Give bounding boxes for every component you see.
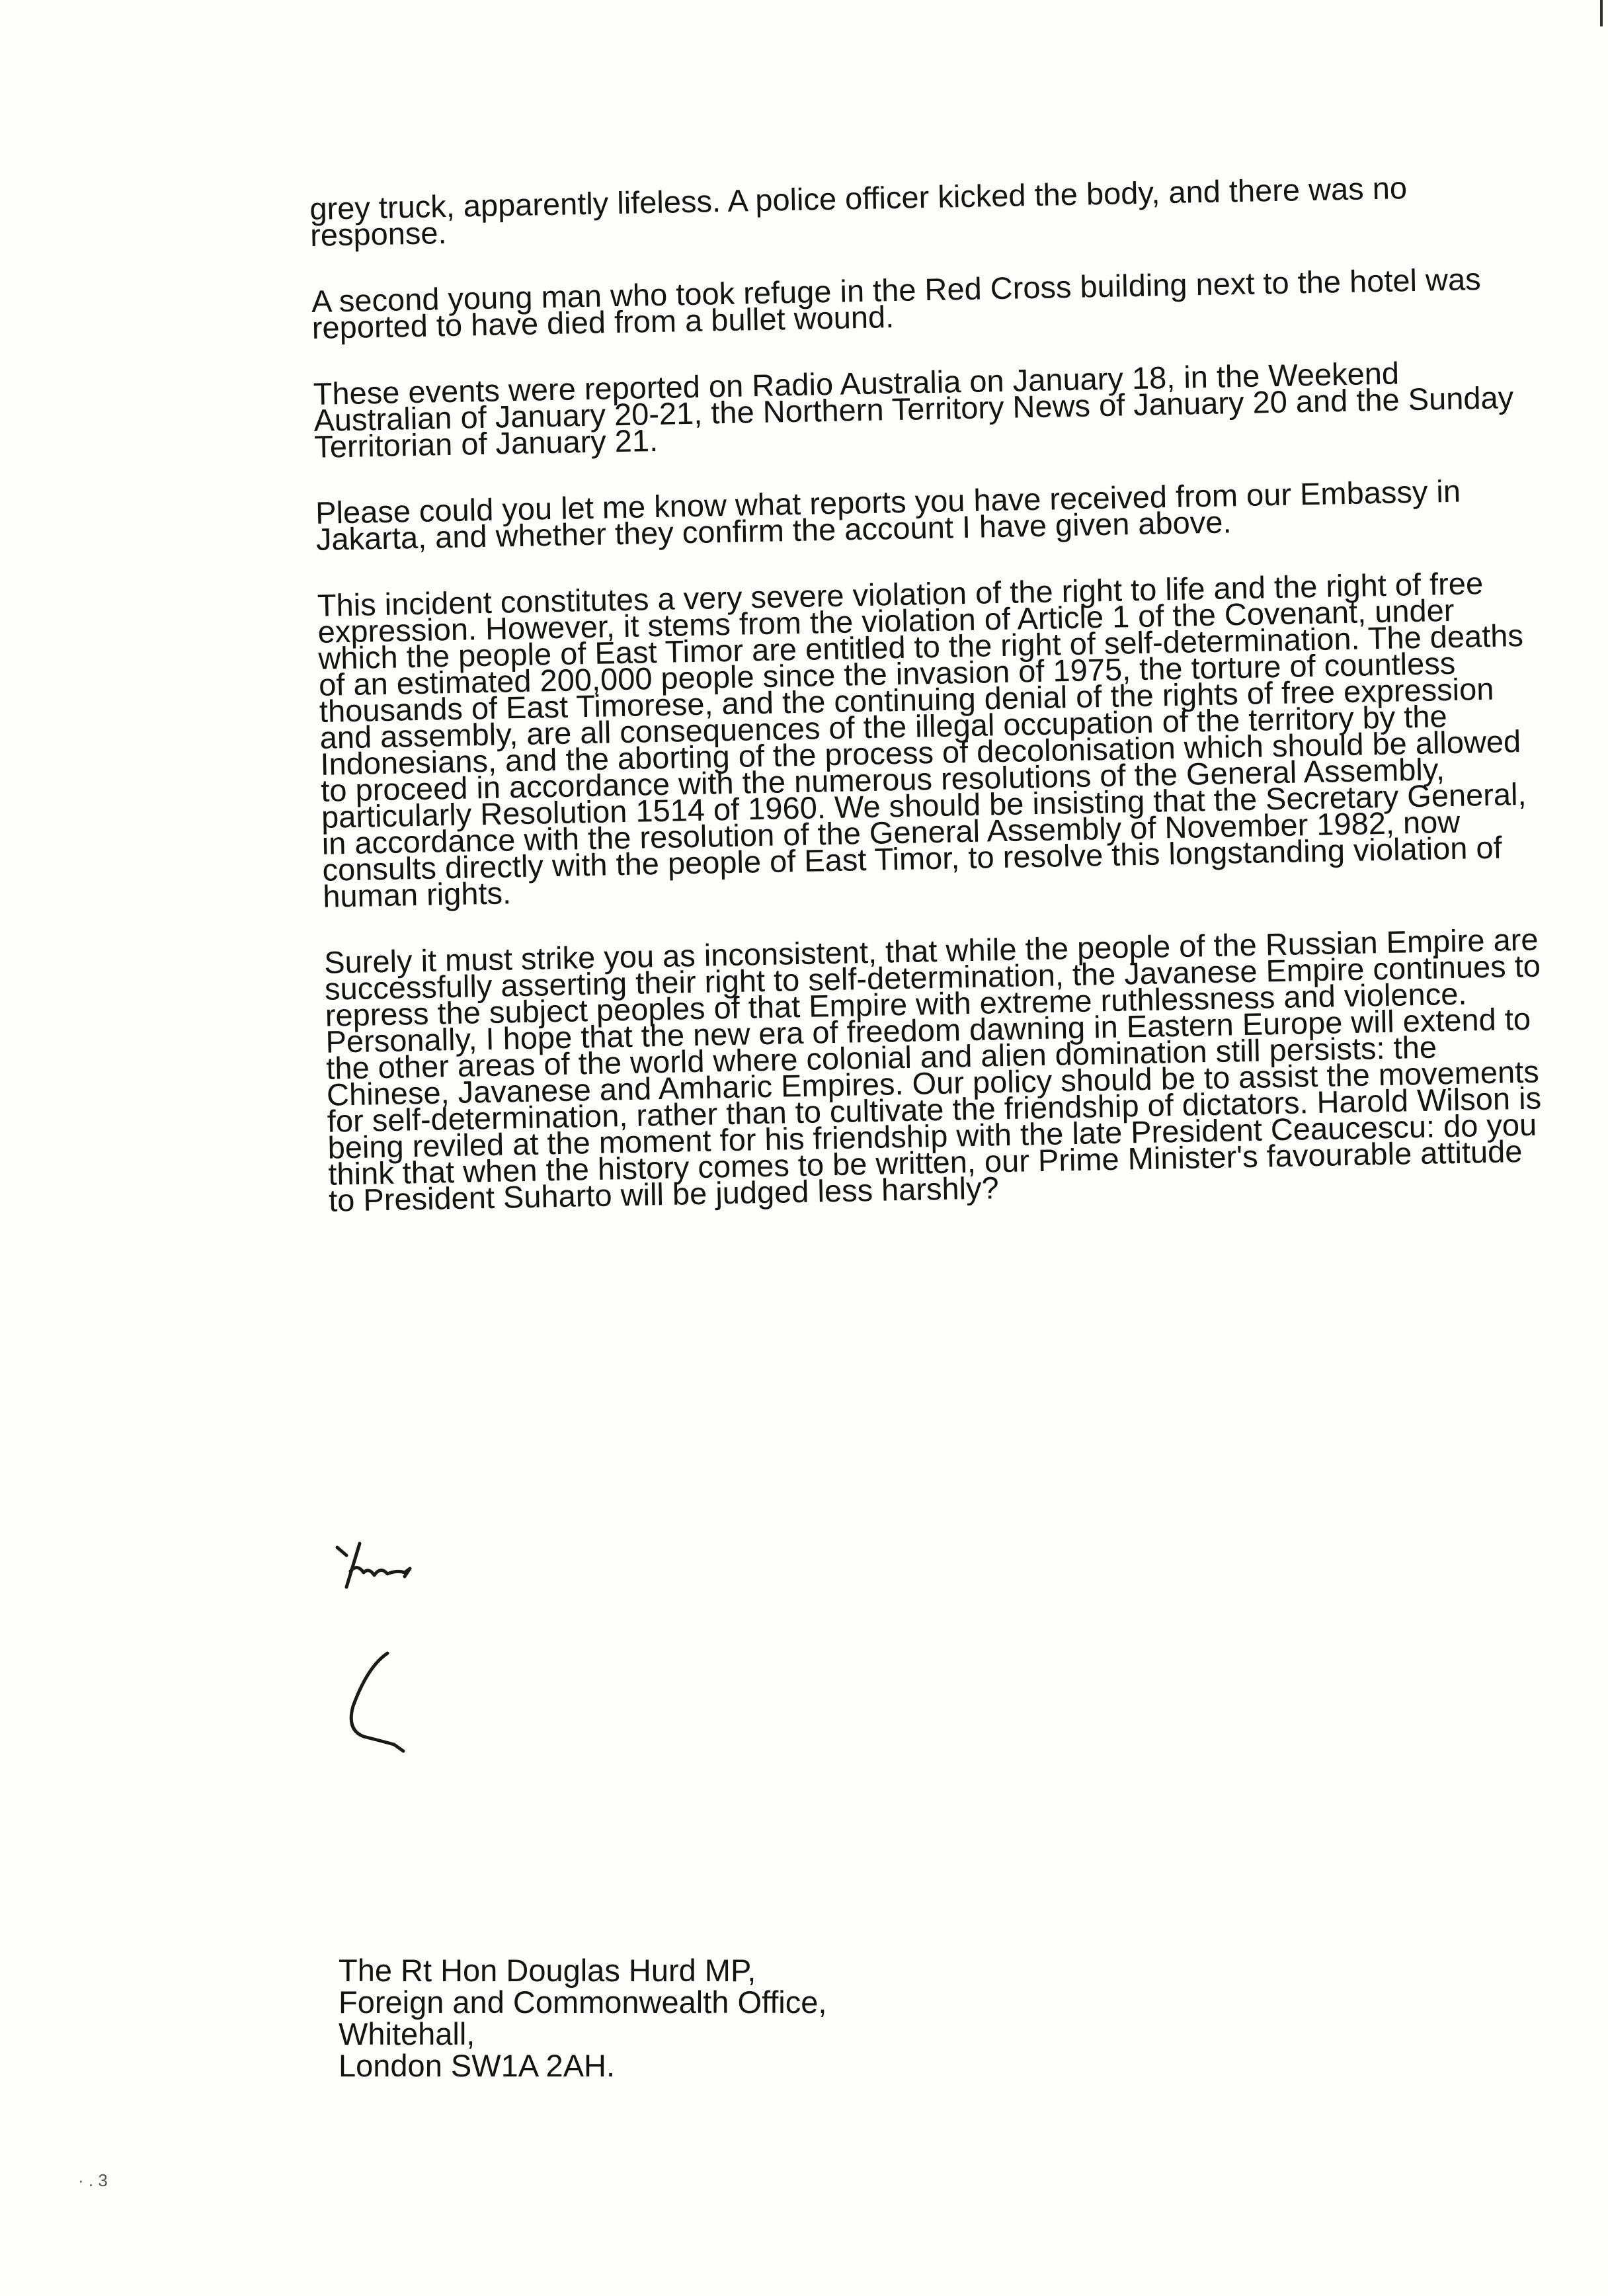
- letter-body: [309, 170, 1546, 1254]
- address-line-3: Whitehall,: [339, 2016, 475, 2051]
- address-line-1: The Rt Hon Douglas Hurd MP,: [339, 1953, 756, 1988]
- paragraph-6: Surely it must strike you as inconsistent, that while the people of the Russian Empire are successfully asserting their right to self-determination, the Javanese Empire continues to repress the subject peoples of that Empire with extreme ruthlessness and violence. Personally, I hope that the new era of freedom dawning in Eastern Europe will extend to the other areas of the world where colonial and alien domination still persists: the Chinese, Javanese and Amharic Empires. Our policy should be to assist the movements for self-determination, rather than to cultivate the friendship of dictators. Harold Wilson is being reviled at the moment for his friendship with the late President Ceaucescu: do you think that when the history comes to be written, our Prime Minister's favourable attitude to President Suharto will be judged less harshly?: [323, 921, 1542, 1218]
- address-line-4: London SW1A 2AH.: [339, 2048, 616, 2083]
- handwritten-signature: [331, 1534, 516, 1772]
- signature-stroke-yours: [337, 1543, 410, 1587]
- address-line-2: Foreign and Commonwealth Office,: [339, 1985, 827, 2020]
- recipient-address: [339, 1955, 1000, 2082]
- signature-stroke-initial: [351, 1653, 403, 1751]
- paragraph-1: grey truck, apparently lifeless. A police officer kicked the body, and there was no response.: [309, 170, 1408, 253]
- edge-scan-mark: [1600, 0, 1603, 26]
- paragraph-3: These events were reported on Radio Australia on January 18, in the Weekend Australian of January 20-21, the Northern Territory News of January 20 and the Sunday Territorian of January 21.: [313, 355, 1514, 464]
- paragraph-5: This incident constitutes a very severe violation of the right to life and the right of free expression. However, it stems from the violation of Article 1 of the Covenant, under which the people of East Timor are entitled to the right of self-determination. The deaths of an estimated 200,000 people since the invasion of 1975, the torture of countless thousands of East Timorese, and the continuing denial of the rights of free expression and assembly, are all consequences of the illegal occupation of the territory by the Indonesians, and the aborting of the process of decolonisation which should be allowed to proceed in accordance with the numerous resolutions of the General Assembly, particularly Resolution 1514 of 1960. We should be insisting that the Secretary General, in accordance with the resolution of the General Assembly of November 1982, now consults directly with the people of East Timor, to resolve this longstanding violation of human rights.: [317, 565, 1527, 914]
- paragraph-2: A second young man who took refuge in the Red Cross building next to the hotel was reported to have died from a bullet wound.: [311, 261, 1482, 345]
- paragraph-4: Please could you let me know what reports you have received from our Embassy in Jakarta, and whether they confirm the account I have given above.: [315, 473, 1461, 557]
- corner-scan-mark: · . 3: [78, 2170, 108, 2190]
